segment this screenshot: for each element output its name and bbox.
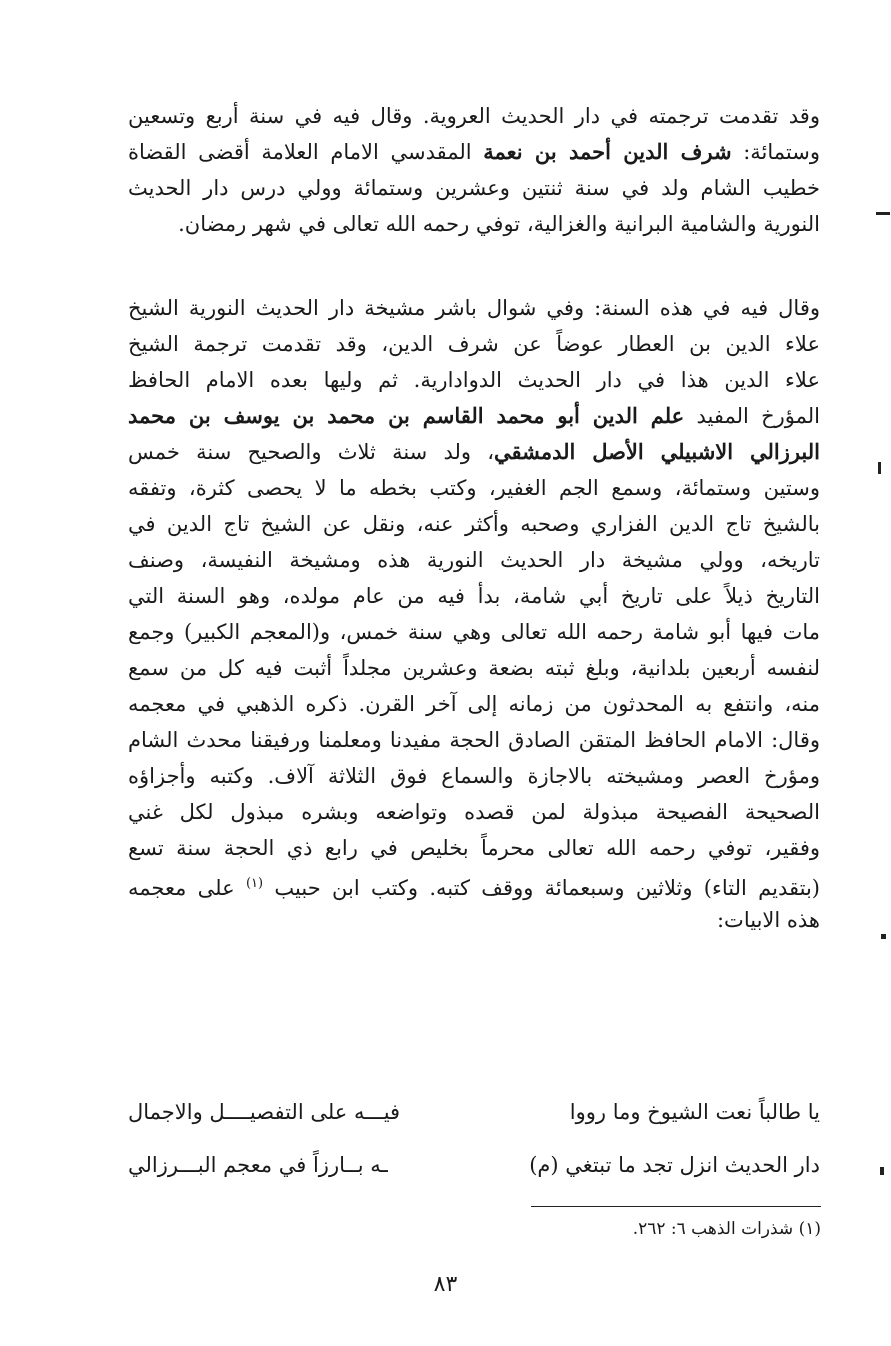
- text-line: لنفسه أربعين بلدانية، وبلغ ثبته بضعة وعشرين مجلداً أثبت فيه كل من سمع: [128, 656, 820, 680]
- text-line: علاء الدين هذا في دار الحديث الدوادارية. ثم وليها بعده الامام الحافظ: [128, 368, 820, 392]
- bold-person-name: البرزالي الاشبيلي الأصل الدمشقي: [494, 439, 820, 464]
- footnote-reference[interactable]: (١): [245, 876, 264, 891]
- text-segment: المؤرخ المفيد: [684, 404, 820, 428]
- text-line: خطيب الشام ولد في سنة ثنتين وعشرين وستمائة وولي درس دار الحديث: [128, 176, 820, 200]
- text-segment: (بتقديم التاء) وثلاثين وسبعمائة ووقف كتبه. وكتب ابن حبيب: [274, 876, 820, 900]
- text-line: وستين وستمائة، وسمع الجم الغفير، وكتب بخطه ما لا يحصى كثرة، وتفقه: [128, 476, 820, 500]
- text-segment: المقدسي الامام العلامة أقضى القضاة: [128, 140, 484, 164]
- poem-verse: [128, 1100, 820, 1140]
- text-segment: على معجمه: [128, 876, 246, 900]
- paragraph-1: [128, 98, 820, 242]
- text-line: بالشيخ تاج الدين الفزاري وصحبه وأكثر عنه، ونقل عن الشيخ تاج الدين في: [128, 512, 820, 536]
- text-line-with-bold-name: [128, 398, 820, 434]
- text-line: هذه الابيات:: [716, 908, 820, 932]
- text-line: وفقير، توفي رحمه الله تعالى محرماً بخليص في رابع ذي الحجة سنة تسع: [128, 836, 820, 860]
- margin-mark: [881, 934, 886, 939]
- poem-verse: [128, 1153, 820, 1193]
- text-line: تاريخه، وولي مشيخة دار الحديث النورية هذه ومشيخة النفيسة، وصنف: [128, 548, 820, 572]
- text-line: مات فيها أبو شامة رحمه الله تعالى وهي سنة خمس، و(المعجم الكبير) وجمع: [128, 620, 820, 644]
- margin-mark: [876, 212, 890, 215]
- margin-mark: [878, 462, 881, 474]
- text-line: وقد تقدمت ترجمته في دار الحديث العروية. وقال فيه في سنة أربع وتسعين: [128, 104, 820, 128]
- text-line-with-bold-name: [128, 134, 820, 170]
- text-line: النورية والشامية البرانية والغزالية، توفي رحمه الله تعالى في شهر رمضان.: [178, 212, 820, 236]
- text-line: الصحيحة الفصيحة مبذولة لمن قصده وتواضعه وبشره مبذول لكل غني: [128, 800, 820, 824]
- text-line-with-footnote-ref: [128, 866, 820, 902]
- text-line: وقال: الامام الحافظ المتقن الصادق الحجة مفيدنا ومعلمنا ورفيقنا محدث الشام: [128, 728, 820, 752]
- verse-first-hemistich: دار الحديث انزل تجد ما تبتغي (م): [529, 1153, 820, 1177]
- bold-person-name: علم الدين أبو محمد القاسم بن محمد بن يوسف بن محمد: [128, 403, 685, 428]
- paragraph-2: [128, 290, 820, 938]
- verse-first-hemistich: يا طالباً نعت الشيوخ وما رووا: [569, 1100, 820, 1124]
- margin-mark: [880, 1167, 884, 1175]
- text-line: ومؤرخ العصر ومشيخته بالاجازة والسماع فوق الثلاثة آلاف. وكتبه وأجزاؤه: [128, 764, 820, 788]
- bold-person-name: شرف الدين أحمد بن نعمة: [483, 139, 732, 164]
- text-segment: ، ولد سنة ثلاث والصحيح سنة خمس: [128, 440, 494, 464]
- text-line: منه، وانتفع به المحدثون من زمانه إلى آخر القرن. ذكره الذهبي في معجمه: [128, 692, 820, 716]
- verse-second-hemistich: ـه بــارزاً في معجم البـــرزالي: [128, 1153, 388, 1177]
- page-number: ٨٣: [433, 1272, 458, 1297]
- text-line: التاريخ ذيلاً على تاريخ أبي شامة، بدأ فيه من عام مولده، وهو السنة التي: [128, 584, 820, 608]
- text-segment: وستمائة:: [731, 140, 820, 164]
- footnote: (١) شذرات الذهب ٦: ٢٦٢.: [632, 1219, 821, 1239]
- text-line: علاء الدين بن العطار عوضاً عن شرف الدين، وقد تقدمت ترجمة الشيخ: [128, 332, 820, 356]
- verse-second-hemistich: فيـــه على التفصيــــل والاجمال: [128, 1100, 401, 1124]
- footnote-divider: [531, 1206, 821, 1207]
- text-line-with-bold-name: [128, 434, 820, 470]
- text-line: وقال فيه في هذه السنة: وفي شوال باشر مشيخة دار الحديث النورية الشيخ: [128, 296, 820, 320]
